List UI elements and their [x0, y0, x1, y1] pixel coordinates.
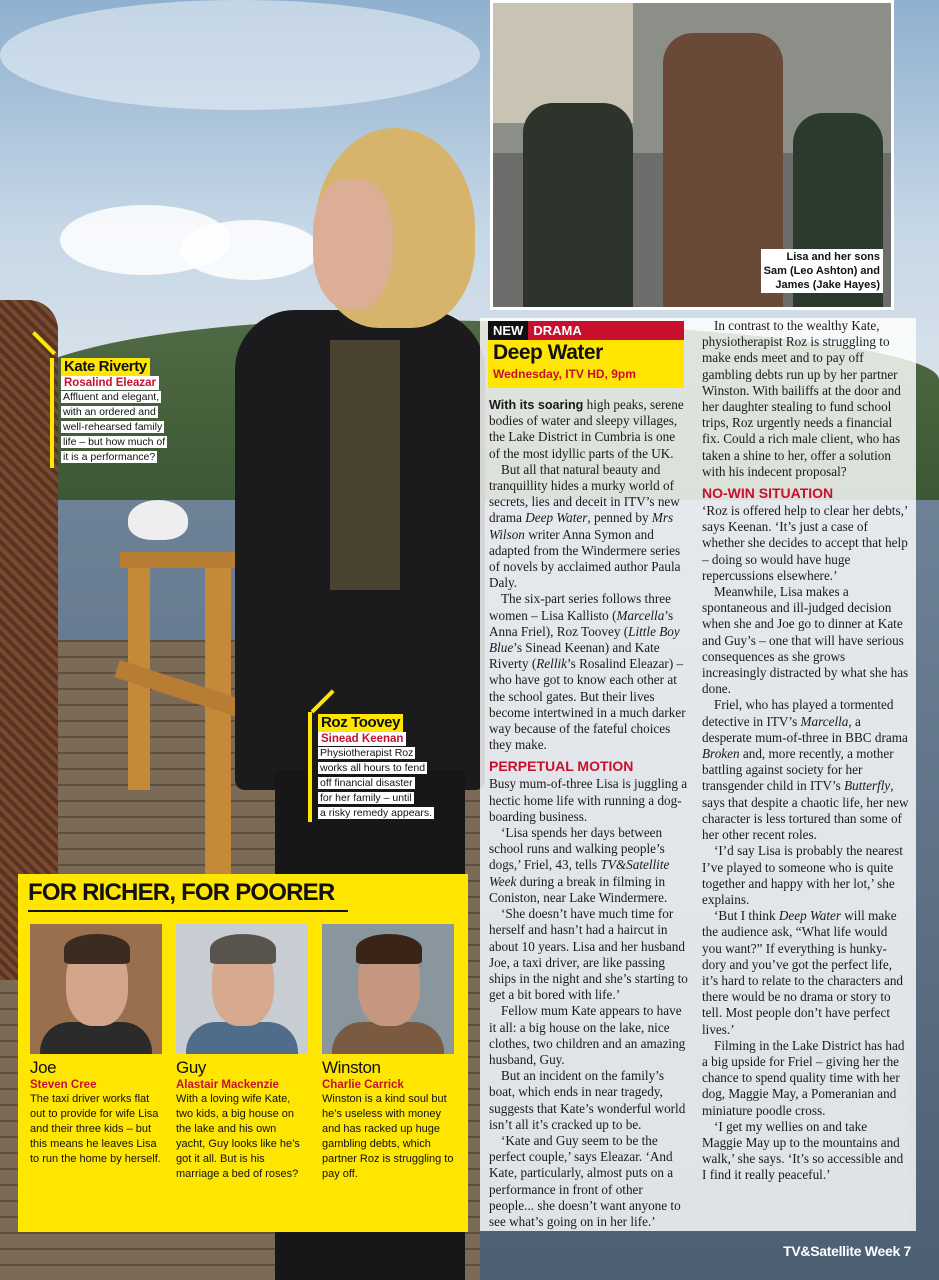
- desc-line: a risky remedy appears.: [320, 807, 433, 819]
- portrait-hair: [210, 934, 276, 964]
- card-actor: Steven Cree: [30, 1079, 97, 1091]
- face: [313, 180, 393, 310]
- portrait-body: [186, 1022, 298, 1054]
- text: ’s Anna Friel), Roz Toovey (: [489, 607, 674, 639]
- desc-line: for her family – until: [320, 792, 412, 804]
- card-name: Joe: [30, 1058, 57, 1077]
- character-card-guy: [176, 924, 308, 1182]
- portrait-body: [332, 1022, 444, 1054]
- paragraph: ‘She doesn’t have much time for herself and hasn’t had a haircut in about 10 years. Lisa and her husband Joe, a taxi driver, are like passing ships in the night and she’s starting to get a bit bored with life.’: [489, 906, 688, 1003]
- text: high peaks, serene bodies of water and sleepy villages, the Lake District in Cumbria is one of the most idyllic parts of the UK.: [489, 397, 684, 461]
- card-actor: Alastair Mackenzie: [176, 1079, 279, 1091]
- desc-line: well-rehearsed family: [63, 421, 163, 433]
- text: and, more recently, a mother battling against society for her transgender child in ITV’s: [702, 746, 894, 794]
- portrait-hair: [356, 934, 422, 964]
- show-header: [488, 321, 684, 388]
- text: , says that despite a chaotic life, her new character is less tortured than some of her other recent roles.: [702, 778, 909, 843]
- character-box: [18, 874, 468, 1232]
- paragraph: Filming in the Lake District has had a big upside for Friel – giving her the chance to spend quality time with her dog, Maggie May, a Pomeranian and miniature poodle cross.: [702, 1037, 905, 1118]
- text: But all that natural beauty and tranquillity hides a murky world of secrets, lies and deceit in ITV’s new drama: [489, 461, 680, 526]
- show-name: Deep Water: [525, 510, 588, 526]
- box-body: [18, 912, 468, 1232]
- show-name: Little Boy Blue: [489, 623, 680, 656]
- subheading: PERPETUAL MOTION: [489, 758, 634, 775]
- portrait-guy: [176, 924, 308, 1054]
- desc-line: Affluent and elegant,: [63, 391, 160, 403]
- portrait-joe: [30, 924, 162, 1054]
- person-boy-left: [523, 103, 633, 310]
- photo-lisa-and-sons: [490, 0, 894, 310]
- card-description: With a loving wife Kate, two kids, a big house on the lake and his own yacht, Guy looks like he’s got it all. But is his marriage a bed of roses?: [176, 1093, 300, 1180]
- text: writer Anna Symon and adapted from the Windermere series of novels by acclaimed author Paula Daly.: [489, 526, 681, 591]
- portrait-winston: [322, 924, 454, 1054]
- show-name: Broken: [702, 746, 740, 762]
- paragraph: [702, 908, 909, 1038]
- paragraph: ‘Kate and Guy seem to be the perfect couple,’ says Eleazar. ‘And Kate, particularly, almost puts on a performance in front of other people... she doesn’t want anyone to see what’s going on in her life.’: [489, 1132, 681, 1229]
- show-name: Rellik: [536, 656, 568, 672]
- text: , a desperate mum-of-three in BBC drama: [702, 713, 908, 745]
- character-card-winston: [322, 924, 454, 1182]
- desc-line: with an ordered and: [63, 406, 156, 418]
- article-column-1: [489, 397, 689, 1230]
- photo-caption: [761, 249, 883, 293]
- card-description: The taxi driver works flat out to provide for wife Lisa and their three kids – but this means he leaves Lisa to run the home by herself.: [30, 1093, 161, 1165]
- rail-post: [205, 560, 231, 890]
- tag-new: NEW: [488, 321, 528, 340]
- portrait-body: [40, 1022, 152, 1054]
- tag-bar: [488, 321, 684, 340]
- text: , penned by: [587, 510, 652, 526]
- paragraph: Fellow mum Kate appears to have it all: a big house on the lake, nice clothes, two children and an amazing husband, Guy.: [489, 1003, 686, 1067]
- desc-line: off financial disaster: [320, 777, 413, 789]
- paragraph: ‘Roz is offered help to clear her debts,’ says Keenan. ‘It’s just a case of whether she decides to accept that help – doing so would have huge repercussions elsewhere.’: [702, 503, 908, 583]
- desc-line: it is a performance?: [63, 451, 156, 463]
- text: Friel, who has played a tormented detective in ITV’s: [702, 697, 894, 729]
- lead-in: With its soaring: [489, 398, 584, 412]
- card-actor: Charlie Carrick: [322, 1079, 404, 1091]
- character-name: Kate Riverty: [61, 358, 150, 376]
- desc-line: works all hours to fend: [320, 762, 426, 774]
- text: The six-part series follows three women – Lisa Kallisto (: [489, 591, 671, 623]
- desc-line: Physiotherapist Roz: [320, 747, 414, 759]
- article-column-2: [702, 318, 909, 1184]
- paragraph: Meanwhile, Lisa makes a spontaneous and ill-judged decision when she and Joe go to dinner at Kate and Guy’s – one that will have serious consequences as she grows increasingly distracted by what she has done.: [702, 584, 909, 697]
- subheading: NO-WIN SITUATION: [702, 485, 834, 502]
- paragraph: In contrast to the wealthy Kate, physiotherapist Roz is struggling to make ends meet and to pay off gambling debts run up by her partner Winston. With bailiffs at the door and her daughter stealing to fund school trips, Roz urgently needs a financial fix. Could a rich male client, who has taken a shine to her, offer a solution with his indecent proposal?: [702, 318, 901, 479]
- cloud: [0, 0, 480, 110]
- actor-name: Sinead Keenan: [318, 732, 406, 746]
- show-name: Deep Water: [778, 908, 841, 924]
- box-title: FOR RICHER, FOR POORER: [28, 879, 335, 906]
- seagull: [128, 500, 188, 540]
- text: during a break in filming in Coniston, near Lake Windermere.: [489, 873, 668, 905]
- card-name: Guy: [176, 1058, 206, 1077]
- broadcast-slot: Wednesday, ITV HD, 9pm: [493, 367, 636, 381]
- caption-line: Sam (Leo Ashton) and: [763, 265, 880, 277]
- actor-name: Rosalind Eleazar: [61, 376, 159, 390]
- paragraph: Busy mum-of-three Lisa is juggling a hectic home life with running a dog-boarding business.: [489, 776, 688, 824]
- paragraph: ‘I get my wellies on and take Maggie May up to the mountains and walk,’ she says. ‘It’s so accessible and I find it really peaceful.’: [702, 1118, 904, 1183]
- show-name: Mrs Wilson: [489, 510, 674, 542]
- caption-line: Lisa and her sons: [786, 251, 880, 263]
- title-rule: [28, 910, 348, 912]
- photo-credit: WORDS: VICTORIA WILSON. PHOTOS: ITV: [909, 1061, 918, 1230]
- character-name: Roz Toovey: [318, 714, 403, 732]
- text: ’s Sinead Keenan) and Kate Riverty (: [489, 640, 660, 672]
- callout-description: [318, 746, 478, 821]
- box-title-bar: [18, 874, 358, 912]
- portrait-hair: [64, 934, 130, 964]
- character-card-joe: [30, 924, 162, 1167]
- callout-pointer: [308, 712, 312, 822]
- rail-bar: [120, 552, 240, 568]
- paragraph: [489, 397, 689, 462]
- callout-description: [61, 390, 221, 465]
- text: ‘Lisa spends her days between school runs and walking people’s dogs,’ Friel, 43, tells: [489, 825, 665, 873]
- text: ‘But I think: [714, 908, 779, 924]
- paragraph: [702, 697, 909, 843]
- card-description: Winston is a kind soul but he’s useless with money and has racked up huge gambling debts, which partner Roz is struggling to pay off.: [322, 1093, 454, 1180]
- show-name: Butterfly: [844, 778, 891, 794]
- show-title: Deep Water: [493, 341, 603, 364]
- paragraph: ‘I’d say Lisa is probably the nearest I’ve played to someone who is quite together and happy with her lot,’ she explains.: [702, 843, 903, 907]
- paragraph: [489, 462, 689, 592]
- tag-genre: DRAMA: [528, 321, 684, 340]
- paragraph: [489, 825, 689, 906]
- page-folio: TV&Satellite Week 7: [783, 1243, 911, 1259]
- callout-pointer: [50, 358, 54, 468]
- card-name: Winston: [322, 1058, 381, 1077]
- caption-line: James (Jake Hayes): [775, 279, 880, 291]
- text: will make the audience ask, “What life would you want?” If everything is hunky-dory and you’ve got the perfect life, it’s hard to relate to the characters and there would be no drama or story to tell. Most people don’t have perfect lives.’: [702, 908, 904, 1037]
- text: ’s Rosalind Eleazar) – who have got to know each other at the school gates. But their lives become intertwined in a much darker way because of the fateful choices they make.: [489, 656, 686, 753]
- paragraph: But an incident on the family’s boat, which ends in near tragedy, suggests that Kate’s wonderful world isn’t all it’s cracked up to be.: [489, 1068, 686, 1132]
- paragraph: [489, 591, 689, 753]
- show-name: Marcella: [616, 607, 665, 623]
- leopard-top: [330, 340, 400, 590]
- desc-line: life – but how much of: [63, 436, 166, 448]
- show-name: Marcella: [800, 713, 849, 729]
- magazine-name: TV&Satellite Week: [489, 857, 670, 889]
